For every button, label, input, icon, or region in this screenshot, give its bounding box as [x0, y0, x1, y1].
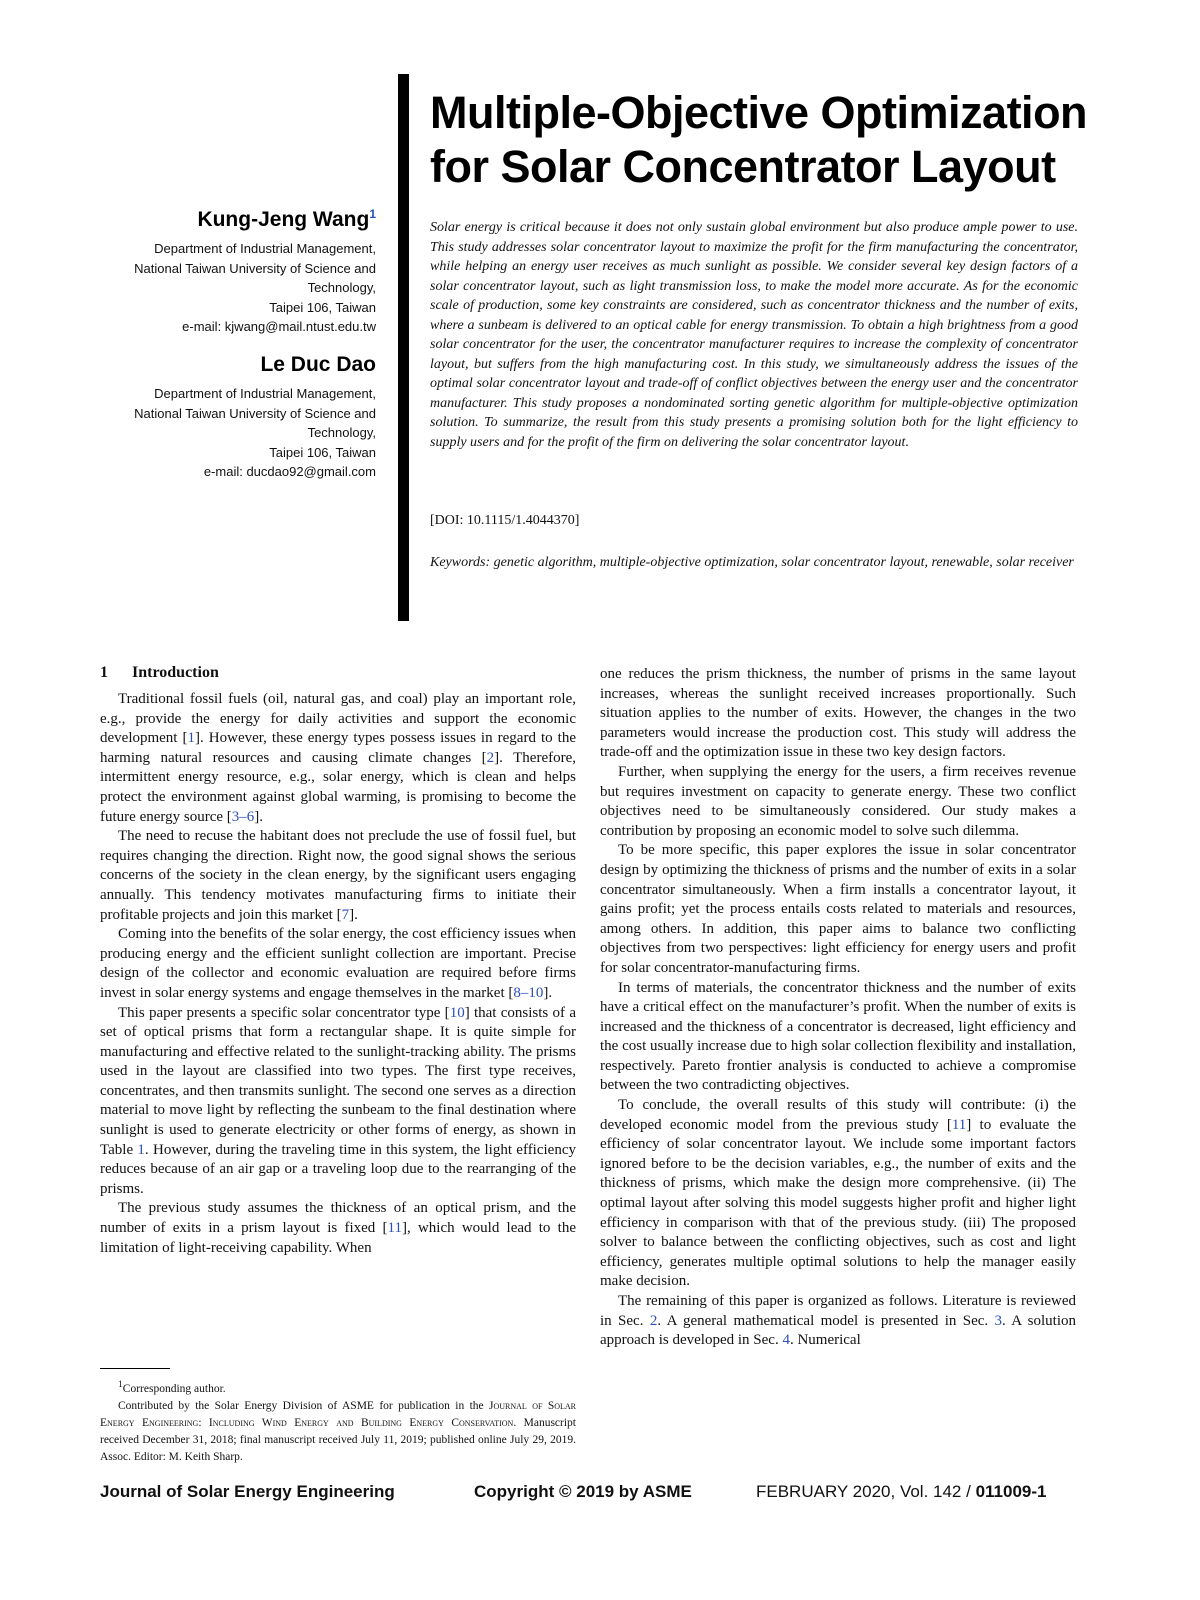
author-email: e-mail: kjwang@mail.ntust.edu.tw [182, 319, 376, 334]
affiliation-line: Department of Industrial Management, [154, 241, 376, 256]
affiliation-line: National Taiwan University of Science and [134, 260, 376, 276]
footnotes [100, 1376, 576, 1466]
footer-journal-name: Journal of Solar Energy Engineering [100, 1482, 395, 1501]
footnote-corresponding: $^1$Corresponding author. [118, 1379, 226, 1395]
body-paragraph: This paper presents a specific solar concentrator type [10] that consists of a set of optical prisms that form a rectangular shape. It is quite simple for manufacturing and effective related to the sunlight-tracking ability. The prisms used in the layout are classified into two types. The first type receives, concentrates, and then transmits sunlight. The second one serves as a direction material to move light by reflecting the sunbeam to the final destination where sunlight is used to generate electricity or other forms of energy, as shown in Table 1. However, during the traveling time in this system, the light efficiency reduces because of an air gap or a traveling loop due to the rearranging of the prisms. [100, 1004, 576, 1197]
citation-link[interactable]: 3 [994, 1312, 1002, 1329]
affiliation-line: Technology, [307, 280, 376, 295]
section-title: Introduction [132, 664, 219, 681]
body-paragraph: The remaining of this paper is organized as follows. Literature is reviewed in Sec. 2. A general mathematical model is presented in Sec. 3. A solution approach is developed in Sec. 4. Numerical [600, 1293, 1076, 1349]
citation-link[interactable]: 2 [649, 1312, 658, 1329]
citation-link[interactable]: 1 [137, 1141, 145, 1158]
body-column-right [600, 665, 1076, 1351]
author-block-2 [116, 352, 376, 482]
body-paragraph: The previous study assumes the thickness of an optical prism, and the number of exits in a prism layout is fixed [11], which would lead to the limitation of light-receiving capability. When [100, 1200, 576, 1256]
citation-link[interactable]: 11 [387, 1220, 402, 1237]
footer-issue: FEBRUARY 2020, Vol. 142 / 011009-1 [756, 1482, 1047, 1501]
section-heading [100, 663, 576, 683]
citation-link[interactable]: 10 [449, 1004, 465, 1021]
affiliation-line: Taipei 106, Taiwan [269, 444, 376, 460]
title-side-bar [398, 74, 409, 621]
doi[interactable]: [DOI: 10.1115/1.4044370] [430, 513, 580, 528]
affiliation-line: Department of Industrial Management, [154, 386, 376, 401]
left-paragraphs [100, 690, 576, 1258]
footnote-contributed: Contributed by the Solar Energy Division of ASME for publication in the Journal of Solar Energy Engineering: Including Wind Energy and Building Energy Conservation. Manuscript received December 31, 2018; final manuscript received July 11, 2019; published online July 29, 2019. Assoc. Editor: M. Keith Sharp. [100, 1399, 576, 1463]
citation-link[interactable]: 8–10 [513, 984, 544, 1001]
citation-link[interactable]: 11 [951, 1116, 967, 1133]
page-number: 011009-1 [975, 1482, 1047, 1501]
author-block-1 [116, 207, 376, 337]
body-paragraph: The need to recuse the habitant does not preclude the use of fossil fuel, but requires changing the direction. Right now, the good signal shows the serious concerns of the society in the clean energy, by the significant users engaging annually. This tendency motivates manufacturing firms to initiate their profitable projects and join this market [7]. [100, 828, 576, 923]
body-paragraph: one reduces the prism thickness, the number of prisms in the same layout increases, whereas the sunlight received increases proportionally. Such situation applies to the number of exits. However, the changes in the two parameters would increase the production cost. This study will address the trade-off and the optimization issue in these two key design factors. [600, 666, 1076, 761]
affiliation-line: National Taiwan University of Science and [134, 405, 376, 421]
body-paragraph: Coming into the benefits of the solar energy, the cost efficiency issues when producing energy and the efficient sunlight collection are important. Precise design of the collector and economic evaluation are required before firms invest in solar energy systems and engage themselves in the market [8–10]. [100, 926, 576, 1001]
body-paragraph: In terms of materials, the concentrator thickness and the number of exits have a critical effect on the manufacturer’s profit. When the number of exits is increased and the thickness of a concentrator is decreased, light efficiency and the cost usually increase due to high solar collection flexibility and installation, respectively. Pareto frontier analysis is conducted to achieve a compromise between the two contradicting objectives. [600, 979, 1076, 1094]
keywords: Keywords: genetic algorithm, multiple-objective optimization, solar concentrator layout, renewable, solar receiver [430, 555, 1074, 570]
citation-link[interactable]: 2 [486, 749, 495, 766]
right-paragraphs [600, 665, 1076, 1351]
author-name: Kung-Jeng Wang$^1$ [197, 207, 376, 231]
body-column-left [100, 663, 576, 1258]
body-paragraph: To be more specific, this paper explores the issue in solar concentrator design by optimizing the thickness of prisms and the number of exits in a solar concentrator simultaneously. When a firm installs a concentrator layout, it gains profit; yet the process entails costs related to materials and resources, among others. In addition, this paper aims to balance two conflicting objectives from two perspectives: light efficiency for energy users and profit for solar concentrator-manufacturing firms. [600, 842, 1076, 976]
citation-link[interactable]: 3–6 [231, 808, 255, 825]
affiliation-line: Technology, [307, 425, 376, 440]
body-paragraph: Further, when supplying the energy for the users, a firm receives revenue but requires investment on capacity to generate energy. These two conflict objectives need to be simultaneously considered. Our study makes a contribution by proposing an economic model to solve such dilemma. [600, 763, 1076, 839]
footnote-marker[interactable]: 1 [369, 207, 376, 221]
footnote-rule [100, 1368, 170, 1369]
affiliation-line: Taipei 106, Taiwan [269, 299, 376, 315]
paper-title: Multiple-Objective Optimization for Solar Concentrator Layout [430, 87, 1088, 192]
author-email: e-mail: ducdao92@gmail.com [203, 464, 376, 479]
footer-copyright: Copyright © 2019 by ASME [474, 1482, 692, 1501]
body-paragraph: Traditional fossil fuels (oil, natural gas, and coal) play an important role, e.g., provide the energy for daily activities and support the economic development [1]. However, these energy types possess issues in regard to the harming natural resources and causing climate changes [2]. Therefore, intermittent energy resource, e.g., solar energy, which is clean and helps protect the environment against global warming, is promising to become the future energy source [3–6]. [100, 691, 576, 825]
citation-link[interactable]: 4 [782, 1332, 790, 1349]
abstract: Solar energy is critical because it does not only sustain global environment but also produce ample power to use. This study addresses solar concentrator layout to maximize the profit for the firm manufacturing the concentrator, while helping an energy user receives as much sunlight as possible. We consider several key design factors of a solar concentrator layout, such as light transmission loss, to make the model more accurate. As for the economic scale of production, some key constraints are considered, such as concentrator thickness and the number of exits, where a sunbeam is delivered to an optical cable for energy transmission. To obtain a high brightness from a good solar concentrator for the user, the concentrator manufacturer requires to increase the complexity of concentrator layout, but suffers from the high manufacturing cost. In this study, we simultaneously address the issues of the optimal solar concentrator layout and trade-off of conflict objectives between the energy user and the concentrator manufacturer. This study proposes a nondominated sorting genetic algorithm for multiple-objective optimization solution. To summarize, the result from this study presents a promising solution both for the light efficiency to supply users and for the profit of the firm on delivering the solar concentrator layout. [430, 220, 1078, 450]
body-paragraph: To conclude, the overall results of this study will contribute: (i) the developed economic model from the previous study [11] to evaluate the efficiency of solar concentrator layout. We include some important factors ignored before to be the decision variables, e.g., the number of exits and the thickness of prisms, which make the design more comprehensive. (ii) The optimal layout after solving this model suggests higher profit and higher light efficiency in comparison with that of the previous study. (iii) The proposed solver to balance between the conflicting objectives, such as cost and light efficiency, generates multiple optimal solutions to help the manager easily make decision. [600, 1097, 1076, 1290]
citation-link[interactable]: 1 [187, 730, 195, 747]
author-name: Le Duc Dao [260, 353, 376, 376]
citation-link[interactable]: 7 [341, 906, 350, 923]
section-number: 1 [100, 664, 108, 681]
